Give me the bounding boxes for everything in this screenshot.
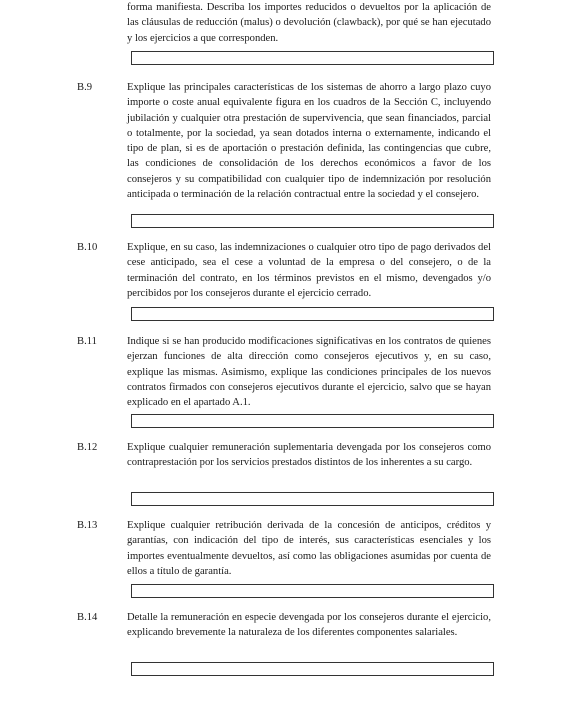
answer-box-b11[interactable] [131,414,494,428]
answer-box-b9[interactable] [131,214,494,228]
answer-box-b14[interactable] [131,662,494,676]
section-text: Explique cualquier retribución derivada de la concesión de anticipos, créditos y garantías, con indicación del tipo de interés, sus características esenciales y los importes eventualmente devueltos, así como las obligaciones asumidas por cuenta de ellos a título de garantía. [127,520,491,577]
answer-box-b12[interactable] [131,492,494,506]
section-text: Explique, en su caso, las indemnizaciones o cualquier otro tipo de pago derivados del cese anticipado, sea el cese a voluntad de la empresa o del consejero, o de la terminación del contrato, en los términos previstos en el mismo, devengados y/o percibidos por los consejeros durante el ejercicio cerrado. [127,242,491,299]
section-text: Explique las principales características de los sistemas de ahorro a largo plazo cuyo importe o coste anual equivalente figura en los cuadros de la Sección C, incluyendo jubilación y cualquier otra prestación de supervivencia, que sean financiados, parcial o totalmente, por la sociedad, ya sean dotados interna o externamente, indicando el tipo de plan, si es de aportación o prestación definida, las contingencias que cubre, las condiciones de consolidación de los derechos económicos a favor de los consejeros y su compatibilidad con cualquier tipo de indemnización por resolución anticipada o terminación de la relación contractual entre la sociedad y el consejero. [127,82,491,201]
section-text: Explique cualquier remuneración suplementaria devengada por los consejeros como contraprestación por los servicios prestados distintos de los inherentes a su cargo. [127,442,491,469]
intro-paragraph: forma manifiesta. Describa los importes reducidos o devueltos por la aplicación de las cláusulas de reducción (malus) o devolución (clawback), por qué se han ejecutado y los ejercicios a que corresponden. [127,2,491,44]
section-text: Detalle la remuneración en especie devengada por los consejeros durante el ejercicio, explicando brevemente la naturaleza de los diferentes componentes salariales. [127,612,491,639]
section-code: B.10 [77,242,98,253]
section-code: B.12 [77,442,98,453]
answer-box-b10[interactable] [131,307,494,321]
section-code: B.11 [77,336,97,347]
section-code: B.13 [77,520,98,531]
section-code: B.14 [77,612,98,623]
section-text: Indique si se han producido modificaciones significativas en los contratos de quienes ejerzan funciones de alta dirección como consejeros ejecutivos y, en su caso, explique las mismas. Asimismo, explique las condiciones principales de los nuevos contratos firmados con consejeros ejecutivos durante el ejercicio, salvo que se hayan explicado en el apartado A.1. [127,336,491,409]
answer-box-intro[interactable] [131,51,494,65]
section-code: B.9 [77,82,93,93]
answer-box-b13[interactable] [131,584,494,598]
